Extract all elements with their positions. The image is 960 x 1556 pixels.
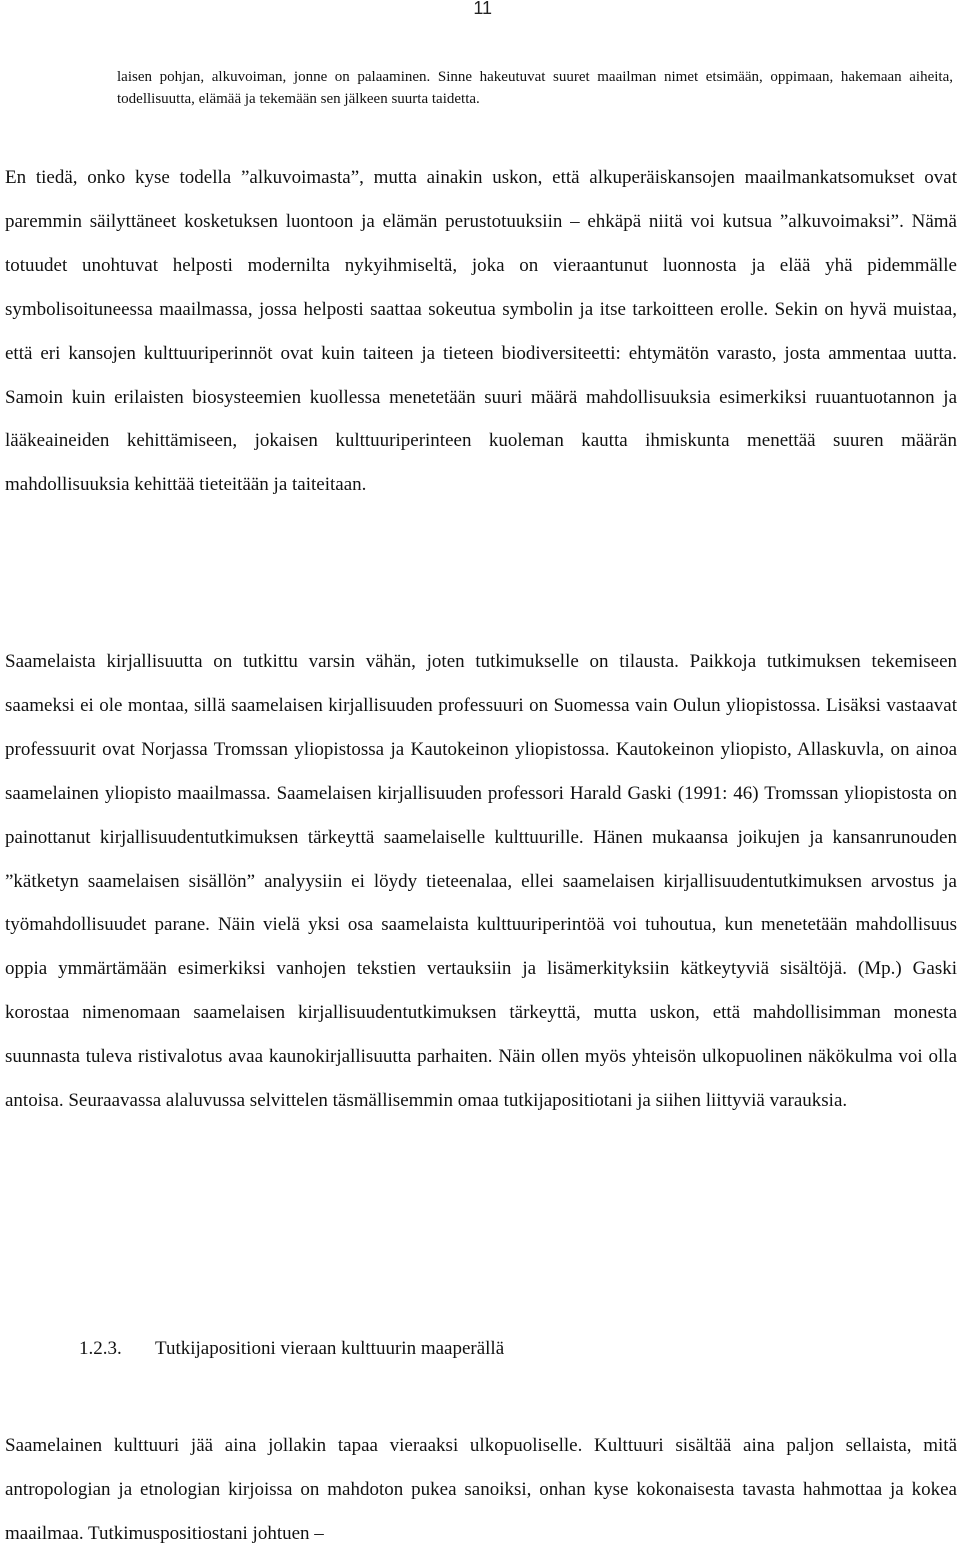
- section-title: Tutkijapositioni vieraan kulttuurin maaperällä: [155, 1338, 505, 1359]
- section-heading: [79, 1337, 504, 1361]
- paragraph-research-need: Saamelaista kirjallisuutta on tutkittu varsin vähän, joten tutkimukselle on tilausta. Paikkoja tutkimuksen tekemiseen saameksi ei ole montaa, sillä saamelaisen kirjallisuuden professuuri on Suomessa vain Oulun yliopistossa. Lisäksi vastaavat professuurit ovat Norjassa Tromssan yliopistossa ja Kautokeinon yliopistossa. Kautokeinon yliopisto, Allaskuvla, on ainoa saamelainen yliopisto maailmassa. Saamelaisen kirjallisuuden professori Harald Gaski (1991: 46) Tromssan yliopistosta on painottanut kirjallisuudentutkimuksen tärkeyttä saamelaiselle kulttuurille. Hänen mukaansa joikujen ja kansanrunouden ”kätketyn saamelaisen sisällön” analyysiin ei löydy tieteenalaa, ellei saamelaisen kirjallisuudentutkimuksen arvostus ja työmahdollisuudet parane. Näin vielä yksi osa saamelaista kulttuuriperintöä voi tuhoutua, kun menetetään mahdollisuus oppia ymmärtämään esimerkiksi vanhojen tekstien vertauksiin ja lisämerkityksiin kätkeytyviä sisältöjä. (Mp.) Gaski korostaa nimenomaan saamelaisen kirjallisuudentutkimuksen tärkeyttä, mutta uskon, että mahdollisimman monesta suunnasta tuleva ristivalotus avaa kaunokirjallisuutta parhaiten. Näin ollen myös yhteisön ulkopuolinen näkökulma voi olla antoisa. Seuraavassa alaluvussa selvittelen täsmällisemmin omaa tutkijapositiotani ja siihen liittyviä varauksia.: [5, 651, 957, 1112]
- paragraph-outsider-position: Saamelainen kulttuuri jää aina jollakin tapaa vieraaksi ulkopuoliselle. Kulttuuri sisältää aina paljon sellaista, mitä antropologian ja etnologian kirjoissa on mahdoton pukea sanoiksi, onhan kyse kokonaisesta tavasta hahmottaa ja kokea maailmaa. Tutkimuspositiostani johtuen –: [5, 1435, 957, 1544]
- page-number: 11: [473, 0, 492, 18]
- block-quote: laisen pohjan, alkuvoiman, jonne on palaaminen. Sinne hakeutuvat suuret maailman nimet etsimään, oppimaan, hakemaan aiheita, todellisuutta, elämää ja tekemään sen jälkeen suurta taidetta.: [117, 69, 953, 107]
- paragraph-alkuvoima: En tiedä, onko kyse todella ”alkuvoimasta”, mutta ainakin uskon, että alkuperäiskansojen maailmankatsomukset ovat paremmin säilyttäneet kosketuksen luontoon ja elämän perustotuuksiin – ehkäpä niitä voi kutsua ”alkuvoimaksi”. Nämä totuudet unohtuvat helposti modernilta nykyihmiseltä, joka on vieraantunut luonnosta ja elää yhä pidemmälle symbolisoituneessa maailmassa, jossa helposti saattaa sokeutua symbolin ja itse tarkoitteen erolle. Sekin on hyvä muistaa, että eri kansojen kulttuuriperinnöt ovat kuin taiteen ja tieteen biodiversiteetti: ehtymätön varasto, josta ammentaa uutta. Samoin kuin erilaisten biosysteemien kuollessa menetetään suuri määrä mahdollisuuksia esimerkiksi ruuantuotannon ja lääkeaineiden kehittämiseen, jokaisen kulttuuriperinteen kuoleman kautta ihmiskunta menettää suuren määrän mahdollisuuksia kehittää tieteitään ja taiteitaan.: [5, 167, 957, 496]
- section-number: 1.2.3.: [79, 1338, 122, 1359]
